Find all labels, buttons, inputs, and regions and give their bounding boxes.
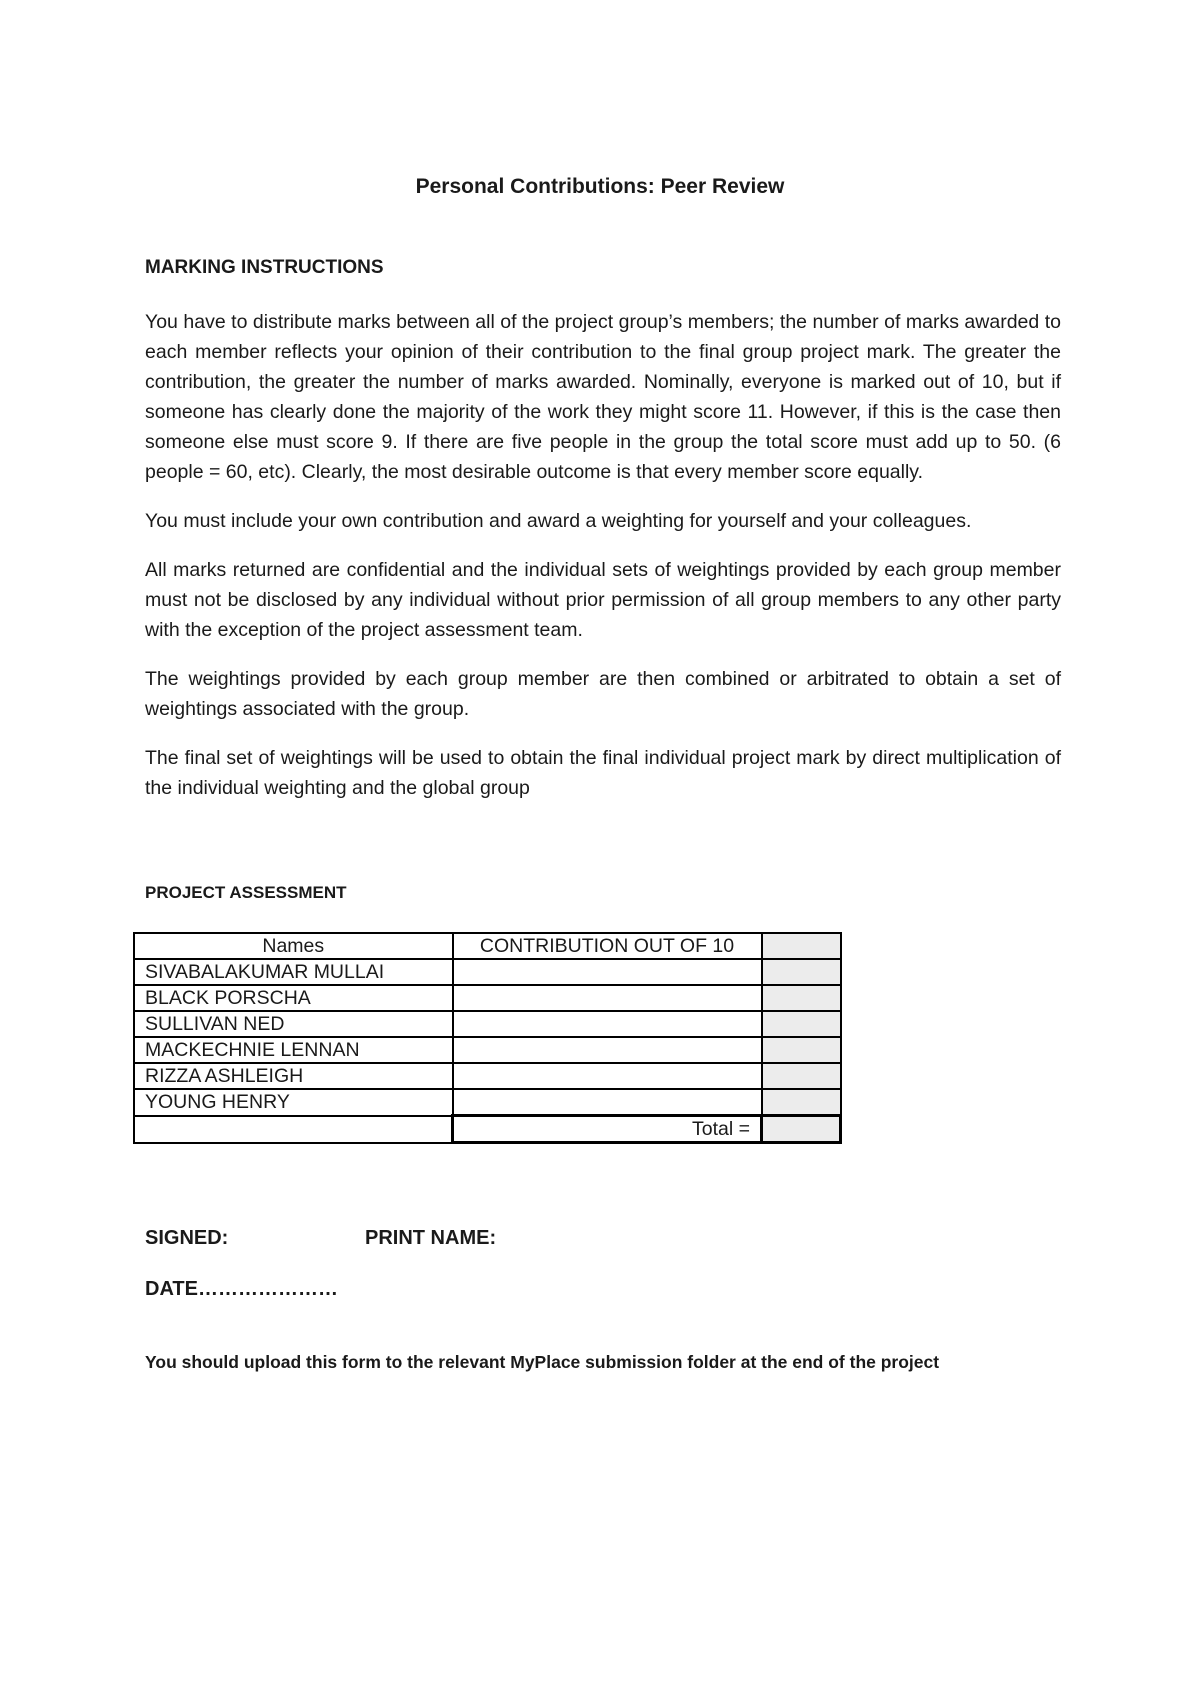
- extra-cell: [762, 985, 841, 1011]
- project-assessment-heading: PROJECT ASSESSMENT: [145, 883, 347, 902]
- upload-instruction: You should upload this form to the relevant MyPlace submission folder at the end of the project: [145, 1352, 940, 1372]
- instructions-body: [145, 307, 1061, 822]
- member-name-cell: RIZZA ASHLEIGH: [134, 1063, 453, 1089]
- table-row: [134, 1063, 841, 1089]
- member-name-cell: BLACK PORSCHA: [134, 985, 453, 1011]
- member-name-cell: SULLIVAN NED: [134, 1011, 453, 1037]
- total-row-blank-cell: [134, 1116, 453, 1143]
- member-name-cell: SIVABALAKUMAR MULLAI: [134, 959, 453, 985]
- instruction-paragraph: The weightings provided by each group member are then combined or arbitrated to obtain a set of weightings associated with the group.: [145, 668, 1061, 720]
- date-field: DATE…………………: [145, 1278, 338, 1300]
- extra-cell: [762, 1089, 841, 1116]
- instruction-paragraph: The final set of weightings will be used to obtain the final individual project mark by direct multiplication of the individual weighting and the global group: [145, 747, 1061, 799]
- total-label: Total =: [453, 1116, 762, 1143]
- contribution-cell[interactable]: [453, 959, 762, 985]
- extra-cell: [762, 1037, 841, 1063]
- total-value-cell[interactable]: [762, 1116, 841, 1143]
- table-row: [134, 959, 841, 985]
- instruction-paragraph: You must include your own contribution and award a weighting for yourself and your colleagues.: [145, 510, 972, 532]
- print-name-label: PRINT NAME:: [365, 1227, 497, 1249]
- names-header: Names: [134, 933, 453, 959]
- member-name-cell: YOUNG HENRY: [134, 1089, 453, 1116]
- signature-row: [145, 1226, 497, 1250]
- extra-cell: [762, 959, 841, 985]
- assessment-table: [133, 932, 842, 1144]
- signed-label: SIGNED:: [145, 1227, 229, 1249]
- contribution-cell[interactable]: [453, 1011, 762, 1037]
- page-title: Personal Contributions: Peer Review: [415, 175, 785, 198]
- extra-cell: [762, 1063, 841, 1089]
- member-name-cell: MACKECHNIE LENNAN: [134, 1037, 453, 1063]
- contribution-header: CONTRIBUTION OUT OF 10: [453, 933, 762, 959]
- contribution-cell[interactable]: [453, 1063, 762, 1089]
- table-header-row: [134, 933, 841, 959]
- extra-cell: [762, 1011, 841, 1037]
- table-row: [134, 985, 841, 1011]
- table-row: [134, 1089, 841, 1116]
- marking-instructions-heading: MARKING INSTRUCTIONS: [145, 257, 384, 278]
- contribution-cell[interactable]: [453, 1037, 762, 1063]
- instruction-paragraph: You have to distribute marks between all of the project group’s members; the number of marks awarded to each member reflects your opinion of their contribution to the final group project mark. The greater the contribution, the greater the number of marks awarded. Nominally, everyone is marked out of 10, but if someone has clearly done the majority of the work they might score 11. However, if this is the case then someone else must score 9. If there are five people in the group the total score must add up to 50. (6 people = 60, etc). Clearly, the most desirable outcome is that every member score equally.: [145, 311, 1061, 483]
- contribution-cell[interactable]: [453, 1089, 762, 1116]
- contribution-cell[interactable]: [453, 985, 762, 1011]
- instruction-paragraph: All marks returned are confidential and the individual sets of weightings provided by each group member must not be disclosed by any individual without prior permission of all group members to any other party with the exception of the project assessment team.: [145, 559, 1061, 641]
- table-row: [134, 1037, 841, 1063]
- extra-column-header: [762, 933, 841, 959]
- total-row: [134, 1116, 841, 1143]
- table-row: [134, 1011, 841, 1037]
